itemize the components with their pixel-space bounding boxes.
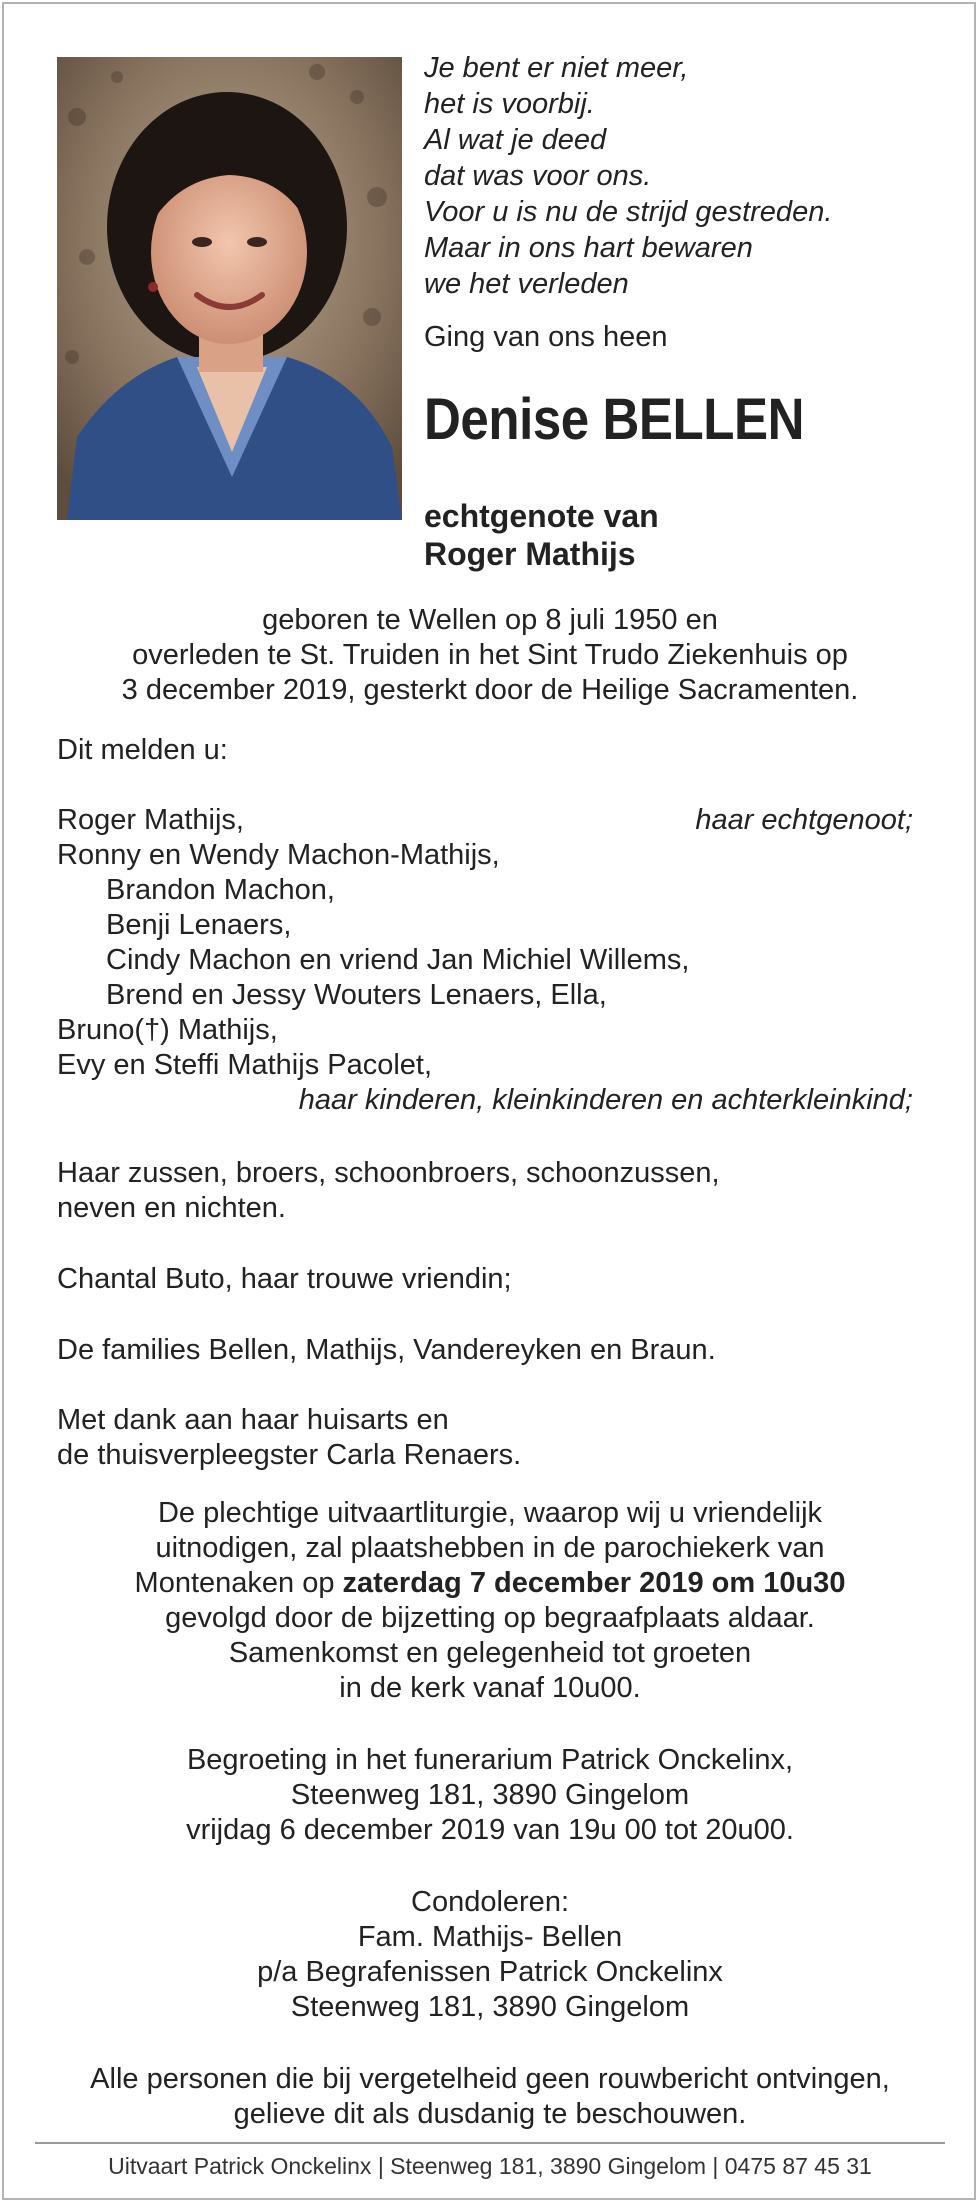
visitation-block [40,1743,940,1848]
service-line [40,1566,940,1601]
family-list [57,803,913,1118]
condolences-block [40,1885,940,2025]
spouse-line: echtgenote van [424,498,659,534]
family-member: Bruno(†) Mathijs, [57,1014,278,1046]
closing-block [40,2062,940,2132]
service-date: zaterdag 7 december 2019 om 10u30 [342,1567,846,1599]
birth-line: geboren te Wellen op 8 juli 1950 en [262,604,718,636]
family-row [57,943,913,978]
service-block [40,1496,940,1706]
thanks-line: de thuisverpleegster Carla Renaers. [57,1439,522,1471]
relatives-line: Haar zussen, broers, schoonbroers, schoonzussen, [57,1157,720,1189]
family-role: haar kinderen, kleinkinderen en achterkleinkind; [298,1084,913,1116]
birth-line: 3 december 2019, gesterkt door de Heilige Sacramenten. [121,674,859,706]
spouse-block [424,497,659,573]
service-line: De plechtige uitvaartliturgie, waarop wij u vriendelijk [157,1497,823,1529]
thanks-block [57,1403,521,1473]
poem-line: het is voorbij. [424,88,595,120]
family-member: Cindy Machon en vriend Jan Michiel Willems, [106,944,690,976]
poem [424,50,832,302]
condolences-line: Steenweg 181, 3890 Gingelom [290,1991,690,2023]
footer-divider [35,2142,945,2144]
announce-text [57,733,228,768]
poem-line: dat was voor ons. [424,160,652,192]
closing-line: Alle personen die bij vergetelheid geen rouwbericht ontvingen, [90,2063,890,2095]
families-block [57,1333,716,1368]
family-member: Benji Lenaers, [106,909,292,941]
family-row [57,908,913,943]
poem-line: Maar in ons hart bewaren [424,232,753,264]
family-row [57,803,913,838]
family-row [57,873,913,908]
birth-line: overleden te St. Truiden in het Sint Trudo Ziekenhuis op [132,639,848,671]
relatives-line: neven en nichten. [57,1192,286,1224]
closing-line: gelieve dit als dusdanig te beschouwen. [233,2098,747,2130]
intro-text: Ging van ons heen [424,321,668,353]
relatives-block [57,1156,720,1226]
service-line: gevolgd door de bijzetting op begraafplaats aldaar. [165,1602,815,1634]
family-row [57,1048,913,1083]
visitation-line: Steenweg 181, 3890 Gingelom [290,1779,690,1811]
poem-line: Voor u is nu de strijd gestreden. [424,196,833,228]
family-member: Evy en Steffi Mathijs Pacolet, [57,1049,433,1081]
family-member: Roger Mathijs, [57,804,244,836]
friend-line: Chantal Buto, haar trouwe vriendin; [57,1263,512,1295]
family-row [57,978,913,1013]
family-row [57,1013,913,1048]
service-line: in de kerk vanaf 10u00. [339,1672,641,1704]
birth-death-block [40,603,940,708]
deceased-name: Denise BELLEN [424,387,805,452]
family-role: haar echtgenoot; [695,804,913,836]
poem-line: we het verleden [424,268,629,300]
visitation-line: Begroeting in het funerarium Patrick Onckelinx, [186,1744,794,1776]
poem-line: Je bent er niet meer, [424,52,689,84]
family-member: Brandon Machon, [106,874,335,906]
condolences-line: Condoleren: [411,1886,569,1918]
portrait-photo [57,57,402,520]
poem-line: Al wat je deed [424,124,607,156]
family-row [57,838,913,873]
family-member: Brend en Jessy Wouters Lenaers, Ella, [106,979,607,1011]
spouse-line: Roger Mathijs [424,536,636,572]
visitation-line: vrijdag 6 december 2019 van 19u 00 tot 20u00. [186,1814,794,1846]
friend-block [57,1262,512,1297]
service-line-prefix: Montenaken op [134,1567,343,1599]
families-line: De families Bellen, Mathijs, Vandereyken en Braun. [57,1334,716,1366]
family-member: Ronny en Wendy Machon-Mathijs, [57,839,500,871]
footer-text: Uitvaart Patrick Onckelinx | Steenweg 181, 3890 Gingelom | 0475 87 45 31 [108,2153,872,2179]
condolences-line: Fam. Mathijs- Bellen [357,1921,623,1953]
family-row [57,1083,913,1118]
condolences-line: p/a Begrafenissen Patrick Onckelinx [257,1956,723,1988]
service-line: Samenkomst en gelegenheid tot groeten [228,1637,752,1669]
thanks-line: Met dank aan haar huisarts en [57,1404,449,1436]
announce-line: Dit melden u: [57,734,228,766]
service-line: uitnodigen, zal plaatshebben in de parochiekerk van [155,1532,825,1564]
